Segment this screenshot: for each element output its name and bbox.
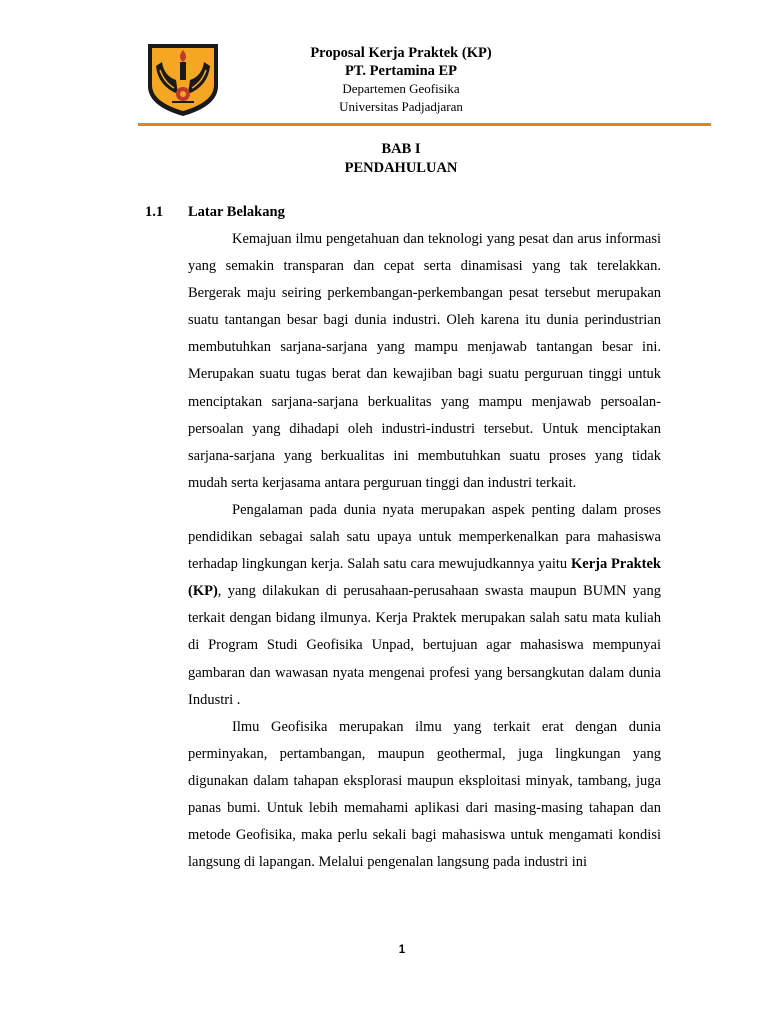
document-header xyxy=(260,44,542,116)
paragraph-3: Ilmu Geofisika merupakan ilmu yang terkait erat dengan dunia perminyakan, pertambangan, maupun geothermal, juga lingkungan yang digunakan dalam tahapan eksplorasi maupun eksploitasi minyak, tambang, juga panas bumi. Untuk lebih memahami aplikasi dari masing-masing tahapan dan metode Geofisika, maka perlu sekali bagi mahasiswa untuk mengamati kondisi langsung di lapangan. Melalui pengenalan langsung pada industri ini xyxy=(188,718,661,871)
company-name: PT. Pertamina EP xyxy=(344,63,458,79)
section-title: Latar Belakang xyxy=(188,204,285,220)
department-name: Departemen Geofisika xyxy=(342,81,460,96)
paragraph-2-bold-term: Kerja Praktek (KP) xyxy=(188,556,661,600)
body-text xyxy=(188,226,661,876)
section-number: 1.1 xyxy=(145,204,164,220)
proposal-title: Proposal Kerja Praktek (KP) xyxy=(310,45,492,61)
paragraph-2-text-start: Pengalaman pada dunia nyata merupakan aspek penting dalam proses pendidikan sebagai salah satu upaya untuk memperkenalkan para mahasiswa terhadap lingkungan kerja. Salah satu cara mewujudkannya yaitu xyxy=(188,501,661,573)
paragraph-2 xyxy=(188,497,661,714)
chapter-number: BAB I xyxy=(381,141,421,157)
paragraph-1: Kemajuan ilmu pengetahuan dan teknologi yang pesat dan arus informasi yang semakin transparan dan cepat serta dinamisasi yang tak terelakkan. Bergerak maju seiring perkembangan-perkembangan pesat tersebut merupakan suatu tantangan besar bagi dunia industri. Oleh karena itu dunia perindustrian membutuhkan sarjana-sarjana yang mampu menjawab tantangan besar ini. Merupakan suatu tugas berat dan kewajiban bagi suatu perguruan tinggi untuk menciptakan sarjana-sarjana berkualitas yang mampu menjawab persoalan-persoalan yang dihadapi oleh industri-industri tersebut. Untuk menciptakan sarjana-sarjana yang berkualitas ini membutuhkan suatu proses yang tidak mudah serta kerjasama antara perguruan tinggi dan industri terkait. xyxy=(188,231,661,491)
university-name: Universitas Padjadjaran xyxy=(339,99,463,114)
page-number: 1 xyxy=(398,944,406,956)
chapter-title: PENDAHULUAN xyxy=(344,160,458,176)
header-divider xyxy=(138,123,711,126)
paragraph-2-text-end: , yang dilakukan di perusahaan-perusahaan swasta maupun BUMN yang terkait dengan bidang ilmunya. Kerja Praktek merupakan salah satu mata kuliah di Program Studi Geofisika Unpad, bertujuan agar mahasiswa mempunyai gambaran dan wawasan nyata mengenai profesi yang bersangkutan dalam dunia Industri . xyxy=(188,583,661,708)
university-emblem-icon xyxy=(142,36,224,118)
chapter-heading xyxy=(260,140,542,178)
